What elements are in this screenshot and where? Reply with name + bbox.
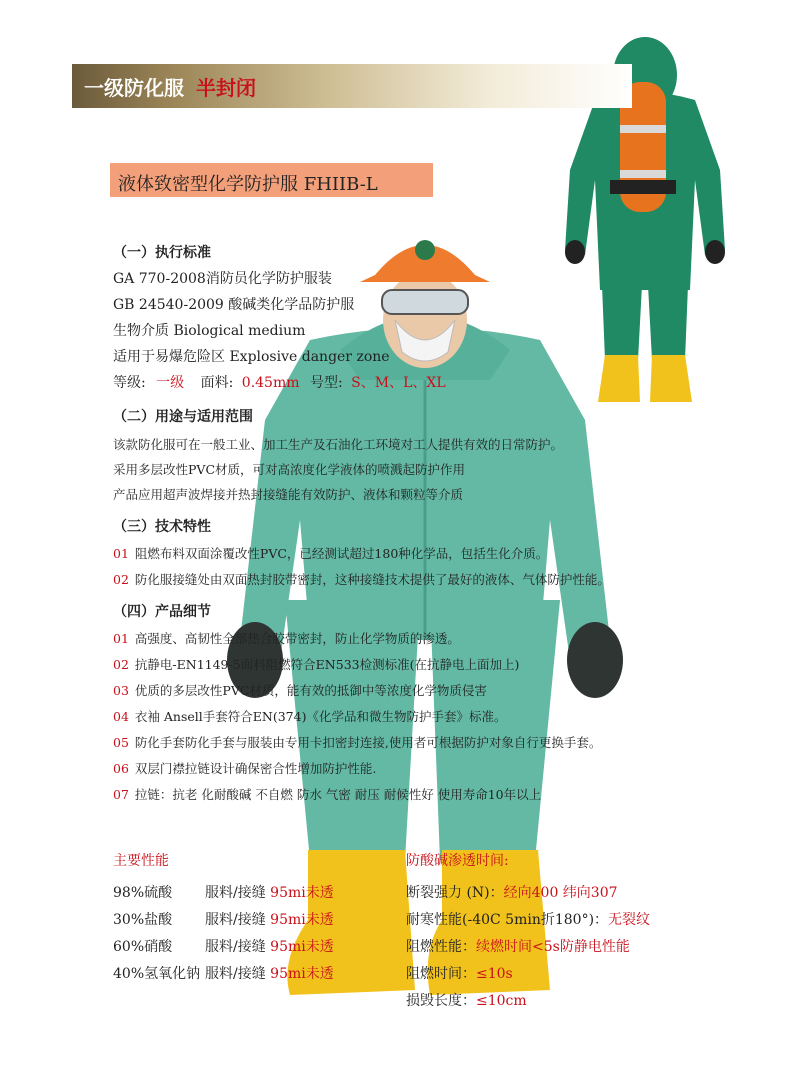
performance-heading: 主要性能 (113, 853, 169, 869)
header-title (84, 72, 256, 101)
permeation-heading: 防酸碱渗透时间: (406, 853, 509, 869)
performance-row: 40%氢氧化钠 服料/接缝 95mi未透 (113, 966, 334, 982)
product-title: 液体致密型化学防护服 FHIIB-L (118, 174, 378, 195)
section3-heading: （三）技术特性 (113, 519, 211, 535)
section1-heading: （一）执行标准 (113, 245, 211, 261)
permeation-row: 损毁长度：≤10cm (406, 993, 527, 1009)
list-item: 01 高强度、高韧性全部热合胶带密封，防止化学物质的渗透。 (113, 631, 460, 646)
permeation-row: 阻燃性能：续燃时间<5s防静电性能 (406, 939, 630, 955)
section2-line: 采用多层改性PVC材质，可对高浓度化学液体的喷溅起防护作用 (113, 462, 466, 477)
list-item: 01 阻燃布料双面涂覆改性PVC，已经测试超过180种化学品，包括生化介质。 (113, 546, 549, 561)
section1-spec-line (113, 374, 446, 392)
section1-line: GA 770-2008消防员化学防护服装 (113, 271, 332, 287)
list-item: 03 优质的多层改性PVC材质，能有效的抵御中等浓度化学物质侵害 (113, 683, 487, 698)
list-item: 05 防化手套防化手套与服装由专用卡扣密封连接,使用者可根据防护对象自行更换手套。 (113, 735, 602, 750)
size-label: 号型: (309, 375, 343, 391)
performance-row: 60%硝酸 服料/接缝 95mi未透 (113, 939, 334, 955)
header-sub: 半封闭 (196, 76, 256, 100)
list-item: 06 双层门襟拉链设计确保密合性增加防护性能. (113, 761, 377, 776)
header-level: 一级防化服 (84, 76, 184, 100)
section1-line: GB 24540-2009 酸碱类化学品防护服 (113, 297, 355, 313)
section1-line: 生物介质 Biological medium (113, 323, 306, 339)
permeation-row: 耐寒性能(-40C 5min折180°)：无裂纹 (406, 912, 651, 928)
size-value: S、M、L、XL (351, 375, 446, 391)
grade-value: 一级 (156, 375, 185, 391)
permeation-row: 阻燃时间：≤10s (406, 966, 513, 982)
fabric-value: 0.45mm (241, 375, 300, 391)
section2-heading: （二）用途与适用范围 (113, 409, 253, 425)
list-item: 02 防化服接缝处由双面热封胶带密封，这种接缝技术提供了最好的液体、气体防护性能。 (113, 572, 610, 587)
list-item: 07 拉链：抗老 化耐酸碱 不自燃 防水 气密 耐压 耐候性好 使用寿命10年以上 (113, 787, 542, 802)
fabric-label: 面料: (200, 375, 234, 391)
list-item: 04 衣袖 Ansell手套符合EN(374)《化学品和微生物防护手套》标准。 (113, 709, 507, 724)
performance-row: 30%盐酸 服料/接缝 95mi未透 (113, 912, 334, 928)
section1-line: 适用于易爆危险区 Explosive danger zone (113, 349, 390, 365)
section2-line: 该款防化服可在一般工业、加工生产及石油化工环境对工人提供有效的日常防护。 (113, 437, 564, 452)
performance-row: 98%硫酸 服料/接缝 95mi未透 (113, 885, 334, 901)
section2-line: 产品应用超声波焊接并热封接缝能有效防护、液体和颗粒等介质 (113, 487, 464, 502)
list-item: 02 抗静电-EN1149-5面料阻燃符合EN533检测标准(在抗静电上面加上) (113, 657, 520, 672)
permeation-row: 断裂强力 (N)：经向400 纬向307 (406, 885, 618, 901)
section4-heading: （四）产品细节 (113, 604, 211, 620)
grade-label: 等级: (113, 375, 146, 391)
